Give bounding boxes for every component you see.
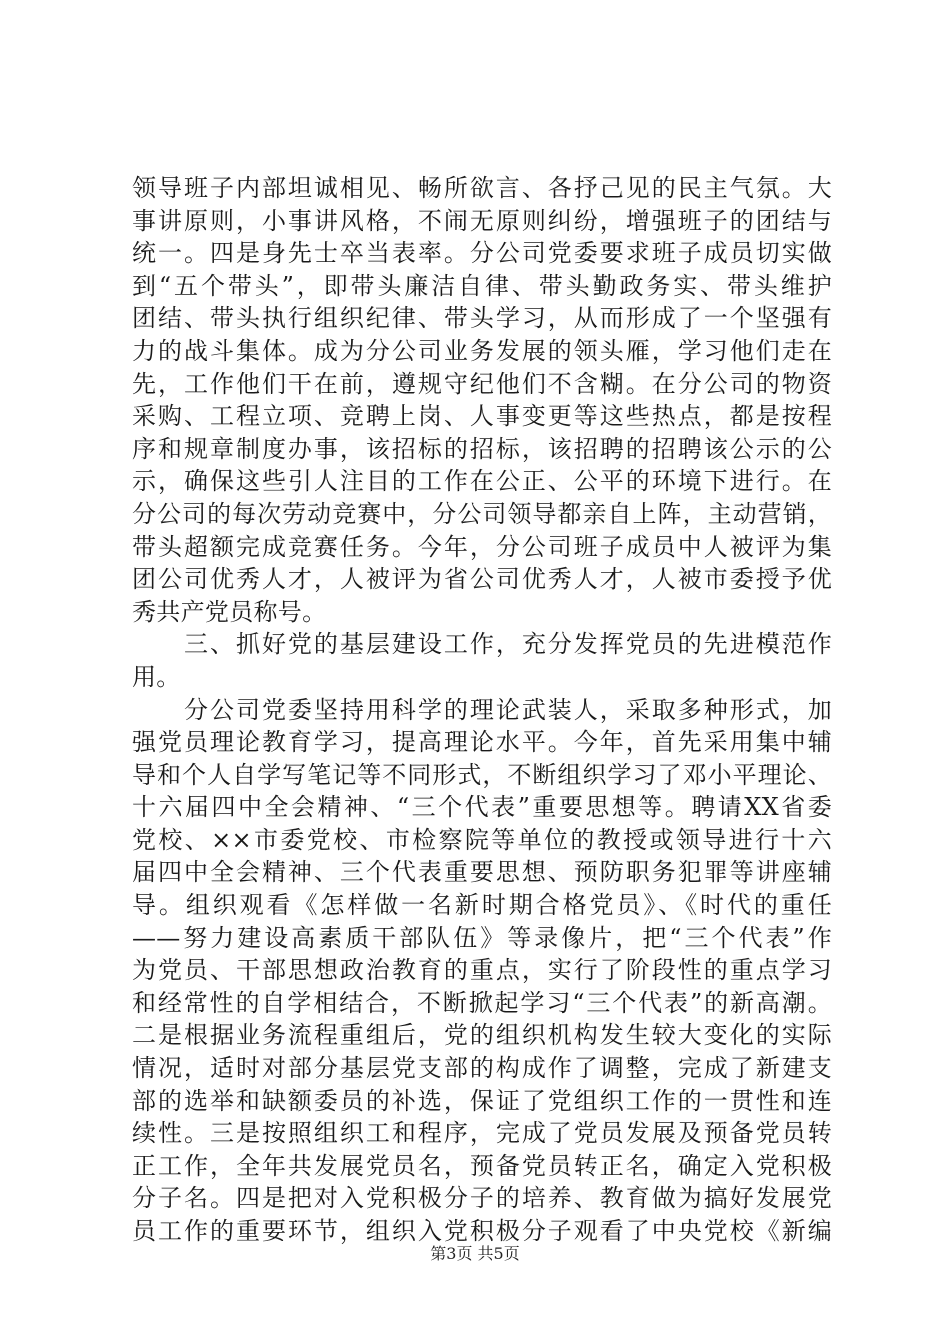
text-line: 为党员、干部思想政治教育的重点，实行了阶段性的重点学习 [132,956,832,985]
page-footer [0,1244,950,1264]
text-line: 员工作的重要环节，组织入党积极分子观看了中央党校《新编 [132,1217,832,1245]
text-line: 序和规章制度办事，该招标的招标，该招聘的招聘该公示的公 [132,434,832,463]
text-line: 情况，适时对部分基层党支部的构成作了调整，完成了新建支 [132,1054,832,1083]
text-line: 事讲原则，小事讲风格，不闹无原则纠纷，增强班子的团结与 [132,206,832,235]
text-line: 秀共产党员称号。 [132,597,327,626]
text-line: 分公司的每次劳动竞赛中，分公司领导都亲自上阵，主动营销， [132,499,832,528]
text-line: 强党员理论教育学习，提高理论水平。今年，首先采用集中辅 [132,728,832,757]
text-line: 带头超额完成竞赛任务。今年，分公司班子成员中人被评为集 [132,532,832,561]
text-line: 部的选举和缺额委员的补选，保证了党组织工作的一贯性和连 [132,1086,832,1115]
text-line: 导和个人自学写笔记等不同形式，不断组织学习了邓小平理论、 [132,760,832,789]
text-line: 力的战斗集体。成为分公司业务发展的领头雁，学习他们走在 [132,336,832,365]
text-line: 采购、工程立项、竞聘上岗、人事变更等这些热点，都是按程 [132,402,832,431]
text-line: 团结、带头执行组织纪律、带头学习，从而形成了一个坚强有 [132,304,832,333]
text-line: 二是根据业务流程重组后，党的组织机构发生较大变化的实际 [132,1021,832,1050]
text-line: 分公司党委坚持用科学的理论武装人，采取多种形式，加 [132,695,832,724]
text-line: ——努力建设高素质干部队伍》等录像片，把“三个代表”作 [132,923,832,952]
text-line: 示，确保这些引人注目的工作在公正、公平的环境下进行。在 [132,467,832,496]
section-heading-line: 用。 [132,662,181,691]
text-line: 十六届四中全会精神、“三个代表”重要思想等。聘请XX省委 [132,793,832,822]
text-line: 届四中全会精神、三个代表重要思想、预防职务犯罪等讲座辅 [132,858,832,887]
page-number: 第3页 共5页 [430,1244,520,1263]
text-line: 到“五个带头”，即带头廉洁自律、带头勤政务实、带头维护 [132,271,832,300]
text-line: 续性。三是按照组织工和程序，完成了党员发展及预备党员转 [132,1119,832,1148]
text-line: 分子名。四是把对入党积极分子的培养、教育做为搞好发展党 [132,1184,832,1213]
section-heading-line: 三、抓好党的基层建设工作，充分发挥党员的先进模范作 [132,630,832,659]
text-line: 团公司优秀人才，人被评为省公司优秀人才，人被市委授予优 [132,565,832,594]
text-line: 领导班子内部坦诚相见、畅所欲言、各抒己见的民主气氛。大 [132,174,832,202]
text-line: 党校、××市委党校、市检察院等单位的教授或领导进行十六 [132,825,832,854]
document-body [132,172,832,1248]
text-line: 先，工作他们干在前，遵规守纪他们不含糊。在分公司的物资 [132,369,832,398]
text-line: 统一。四是身先士卒当表率。分公司党委要求班子成员切实做 [132,239,832,268]
text-line: 和经常性的自学相结合，不断掀起学习“三个代表”的新高潮。 [132,988,832,1017]
text-line: 导。组织观看《怎样做一名新时期合格党员》、《时代的重任 [132,891,832,920]
text-line: 正工作，全年共发展党员名，预备党员转正名，确定入党积极 [132,1151,832,1180]
